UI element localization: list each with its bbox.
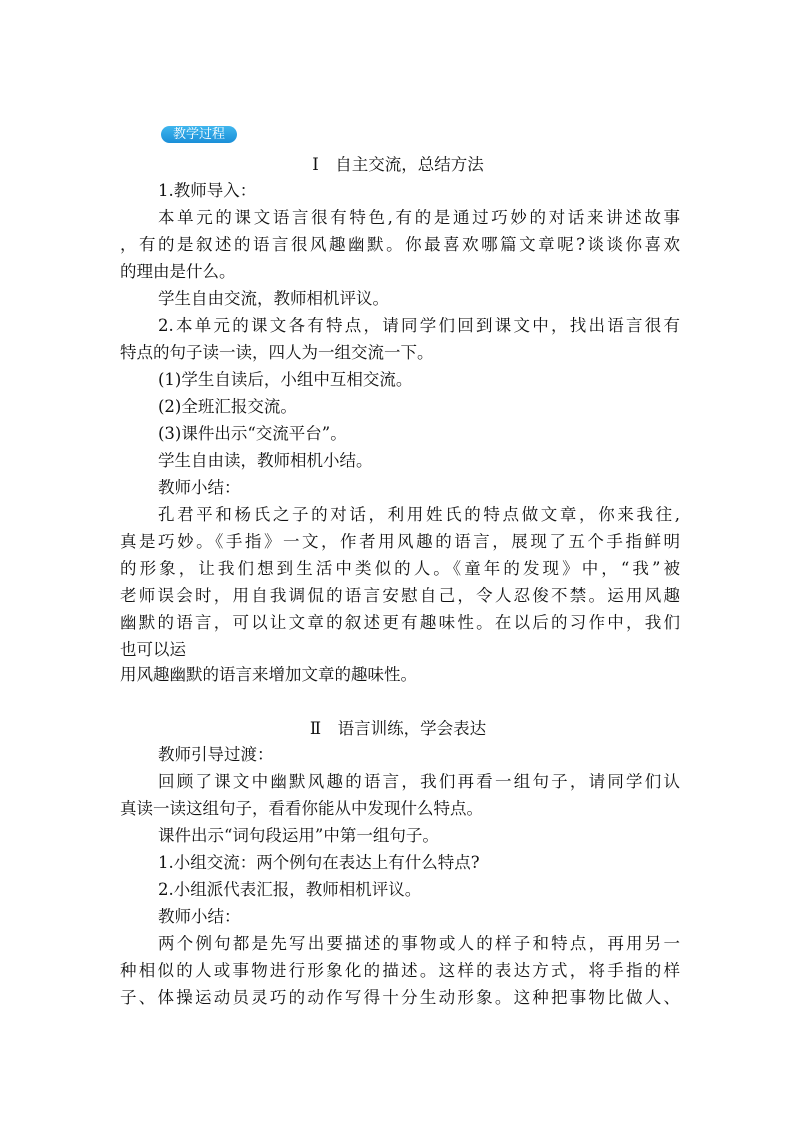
paragraph-line: (1)学生自读后，小组中互相交流。 [158,370,413,389]
paragraph-line: 孔君平和杨氏之子的对话，利用姓氏的特点做文章，你来我往, [158,505,680,524]
paragraph-line: 学生自由交流，教师相机评议。 [158,289,389,308]
paragraph-line: 子、体操运动员灵巧的动作写得十分生动形象。这种把事物比做人、 [120,988,680,1007]
paragraph-line: 用风趣幽默的语言来增加文章的趣味性。 [120,665,417,684]
paragraph-line: 的理由是什么。 [120,262,236,281]
paragraph-line: 教师引导过渡： [158,745,274,764]
paragraph-line: 特点的句子读一读，四人为一组交流一下。 [120,343,434,362]
paragraph-line: 1.小组交流：两个例句在表达上有什么特点? [158,853,480,872]
paragraph-line: 2.小组派代表汇报，教师相机评议。 [158,880,422,899]
paragraph-line: 回顾了课文中幽默风趣的语言，我们再看一组句子，请同学们认 [158,772,680,791]
paragraph-line: 种相似的人或事物进行形象化的描述。这样的表达方式，将手指的样 [120,961,680,980]
paragraph-line: 两个例句都是先写出要描述的事物或人的样子和特点，再用另一 [158,934,680,953]
paragraph-line: 真读一读这组句子，看看你能从中发现什么特点。 [120,799,483,818]
paragraph-line: ，有的是叙述的语言很风趣幽默。你最喜欢哪篇文章呢?谈谈你喜欢 [120,235,680,254]
paragraph-line: 也可以运 [120,640,186,659]
paragraph-line: 的形象，让我们想到生活中类似的人。《童年的发现》中，“我”被 [120,559,680,578]
paragraph-line: 老师误会时，用自我调侃的语言安慰自己，令人忍俊不禁。运用风趣 [120,586,680,605]
section-1-heading: Ⅰ 自主交流，总结方法 [312,155,484,174]
paragraph-line: 课件出示“词句段运用”中第一组句子。 [158,826,439,845]
paragraph-line: (2)全班汇报交流。 [158,397,297,416]
paragraph-line: 真是巧妙。《手指》一文，作者用风趣的语言，展现了五个手指鲜明 [120,532,680,551]
section-badge: 教学过程 [161,126,237,143]
paragraph-line: 学生自由读，教师相机小结。 [158,451,373,470]
paragraph-line: 2.本单元的课文各有特点，请同学们回到课文中，找出语言很有 [158,316,680,335]
paragraph-line: 幽默的语言，可以让文章的叙述更有趣味性。在以后的习作中，我们 [120,613,680,632]
paragraph-line: 教师小结： [158,478,241,497]
paragraph-line: 教师小结： [158,907,241,926]
paragraph-line: 1.教师导入： [158,181,257,200]
section-2-heading: Ⅱ 语言训练，学会表达 [309,719,487,738]
paragraph-line: (3)课件出示“交流平台”。 [158,424,347,443]
paragraph-line: 本单元的课文语言很有特色,有的是通过巧妙的对话来讲述故事 [158,208,680,227]
